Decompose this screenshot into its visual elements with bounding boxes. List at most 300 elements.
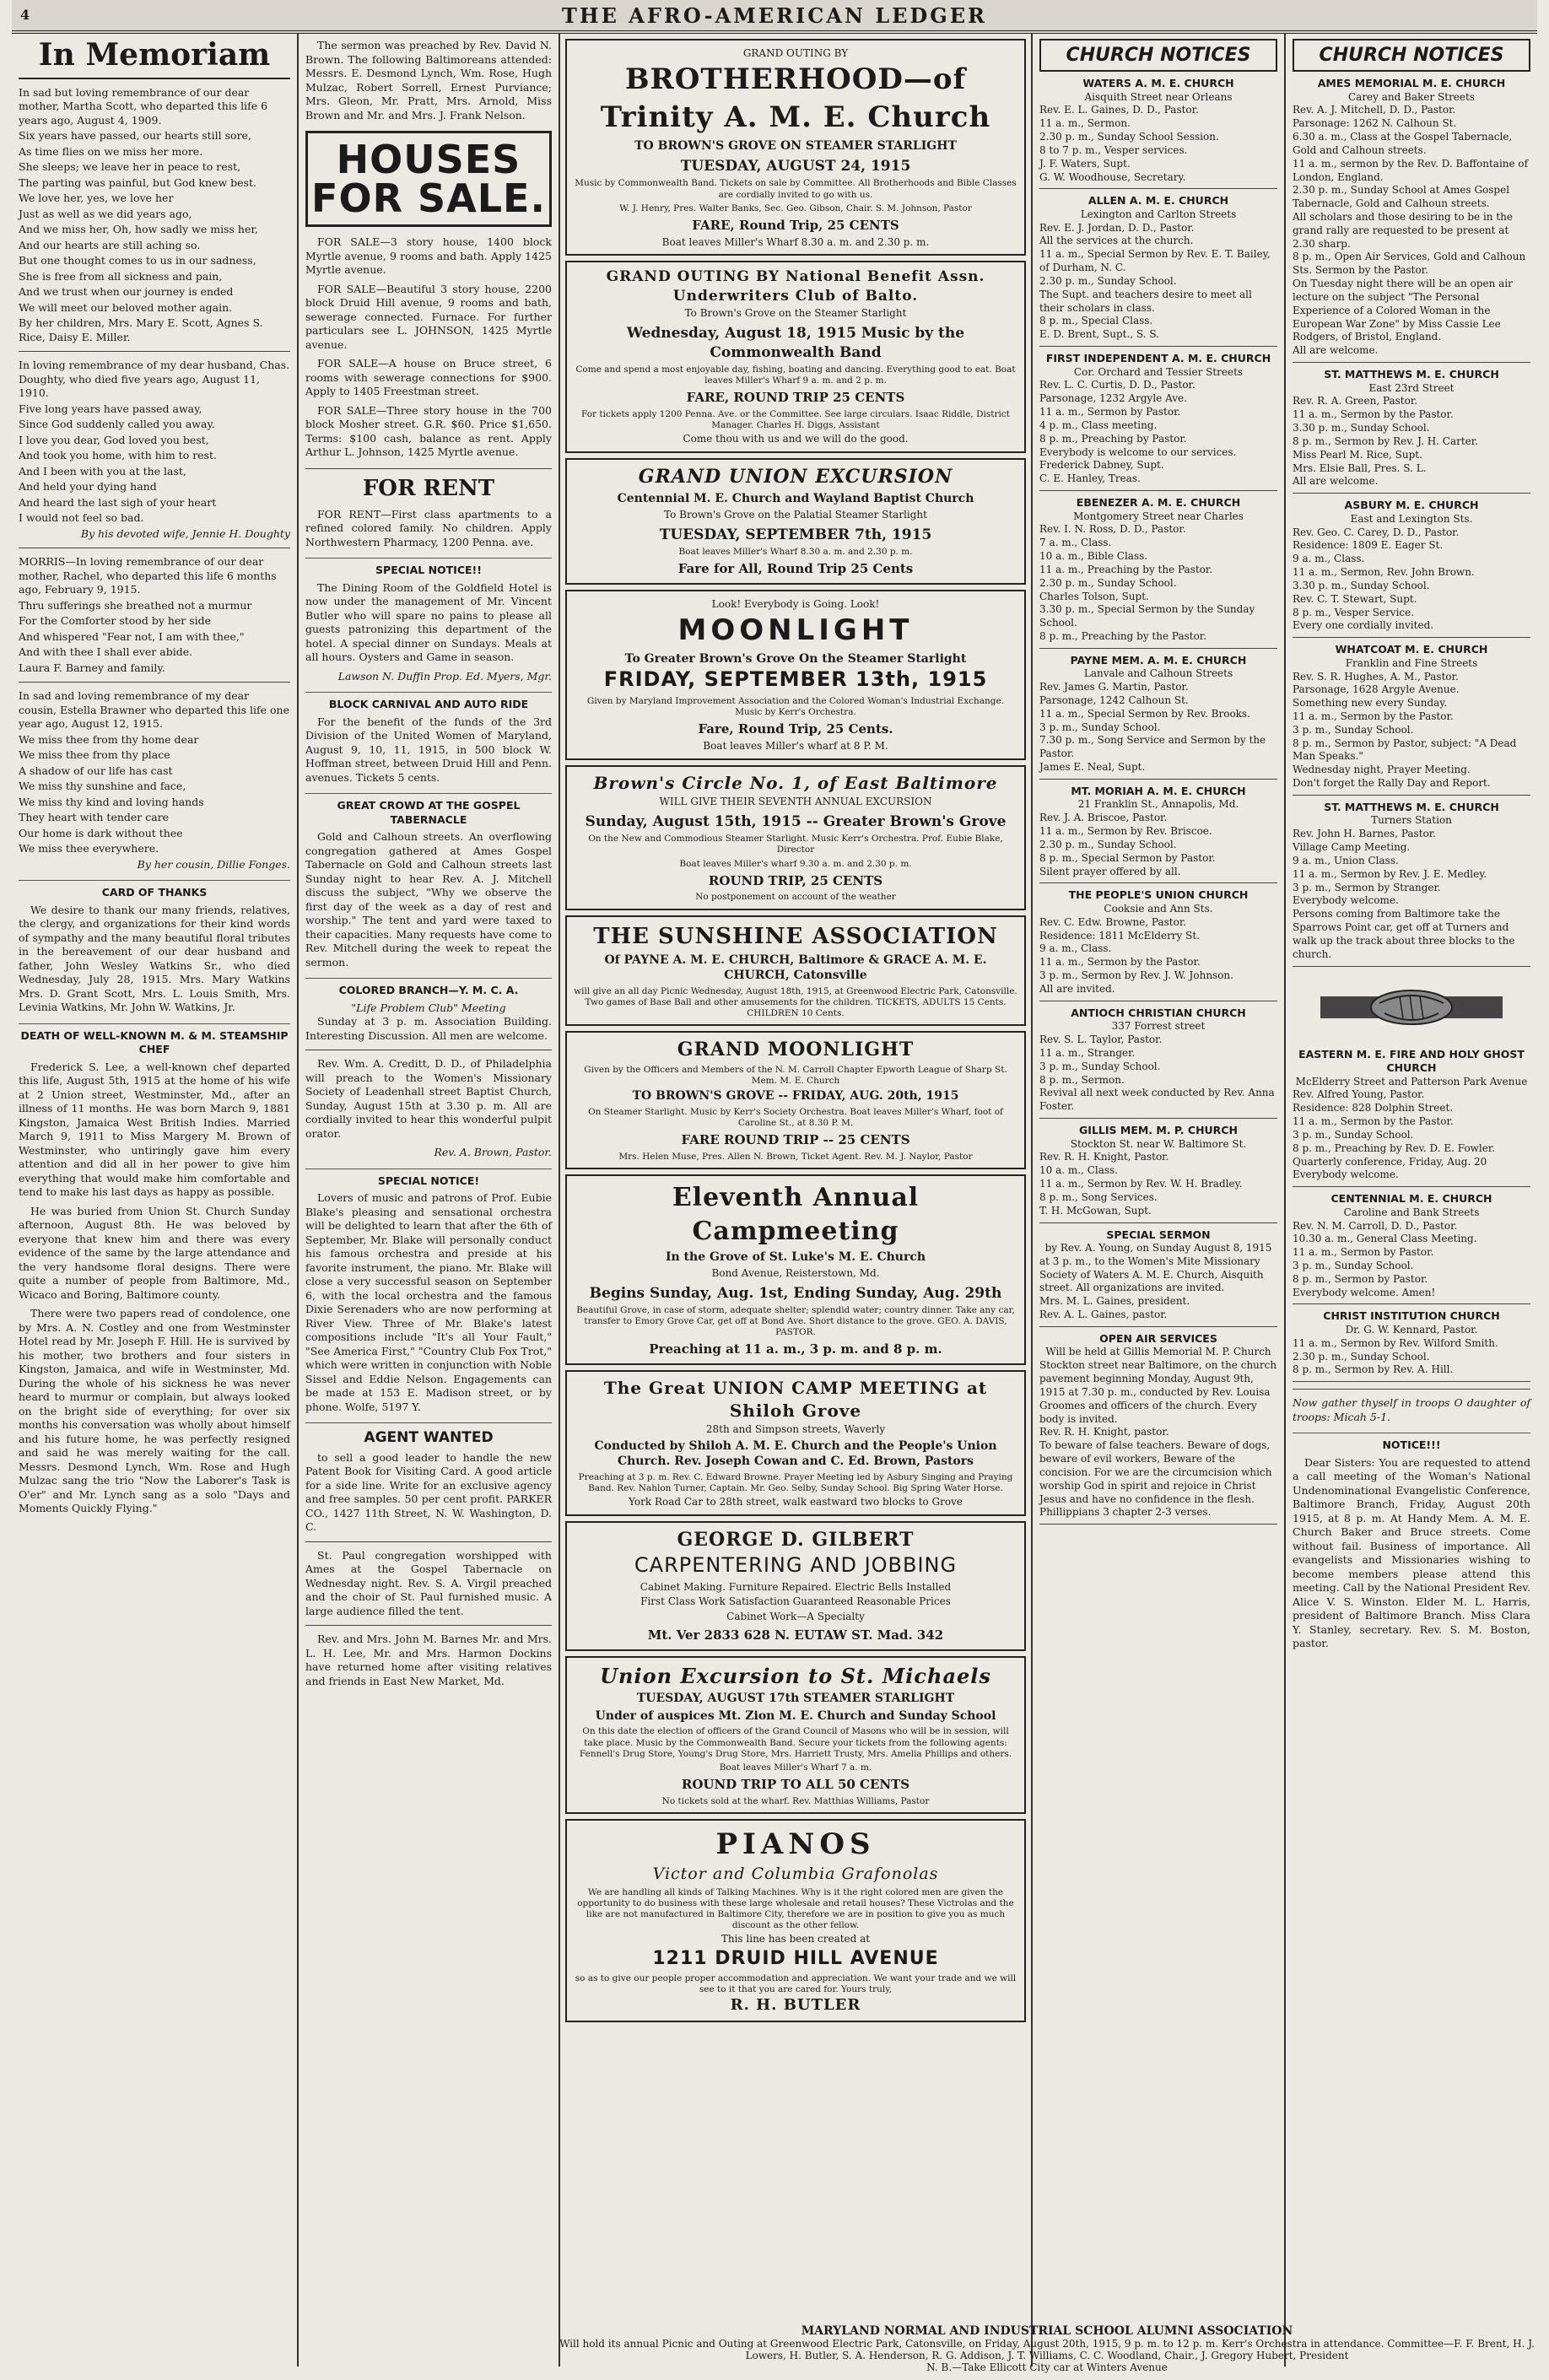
ad-title: GEORGE D. GILBERT — [677, 1528, 915, 1551]
church-service-line: Mrs. Elsie Ball, Pres. S. L. — [1293, 461, 1427, 474]
church-listing — [1039, 1228, 1277, 1327]
church-name: ST. MATTHEWS M. E. CHURCH — [1324, 368, 1499, 381]
ad-fare: ROUND TRIP TO ALL 50 CENTS — [681, 1776, 910, 1792]
verse-line: MORRIS—In loving remembrance of our dear mother, Rachel, who departed this life 6 months ago, February 9, 1915. — [19, 555, 277, 596]
church-service-line: 11 a. m., Sermon by the Pastor. — [1039, 956, 1201, 969]
ad-closing: so as to give our people proper accommodation and appreciation. We want your trade and we will see to it that you are cared for. Yours truly, — [575, 1973, 1017, 1995]
church-service-line: 11 a. m., Sermon by the Pastor. — [1293, 710, 1454, 722]
church-service-line: 10 a. m., Class. — [1039, 1164, 1118, 1177]
church-service-line: Rev. R. H. Knight, Pastor. — [1039, 1151, 1169, 1163]
church-service-line: G. W. Woodhouse, Secretary. — [1039, 170, 1186, 183]
ad-signature: R. H. BUTLER — [730, 1996, 861, 2015]
ad-top-line: GRAND OUTING BY — [742, 47, 849, 59]
verse-line: And took you home, with him to rest. — [19, 449, 217, 462]
church-name: CENTENNIAL M. E. CHURCH — [1330, 1192, 1492, 1206]
ad-specialty: Cabinet Work—A Specialty — [726, 1611, 865, 1623]
ad-details: On this date the election of officers of the Grand Council of Masons who will be in session, will take place. Music by the Commonwealth Band. Secure your tickets from the following agents: Fennell's Drug Store, Young's Drug Store, Mrs. Harriett Trusty, Mrs. Amelia Phillips and others. — [579, 1726, 1012, 1759]
church-service-line: 8 to 7 p. m., Vesper services. — [1039, 143, 1188, 156]
church-listing — [1039, 352, 1277, 491]
ad-subtitle: Victor and Columbia Grafonolas — [652, 1864, 939, 1883]
memorial-scott — [19, 86, 290, 345]
ad-title: BROTHERHOOD—of Trinity A. M. E. Church — [600, 62, 991, 134]
church-service-line: Rev. R. H. Knight, pastor. — [1039, 1426, 1169, 1438]
ad-subtitle: To Greater Brown's Grove On the Steamer Starlight — [624, 651, 967, 666]
verse-line: But one thought comes to us in our sadness, — [19, 254, 256, 267]
ad-subtitle: WILL GIVE THEIR SEVENTH ANNUAL EXCURSION — [659, 795, 932, 807]
signature: Lawson N. Duffin Prop. Ed. Myers, Mgr. — [337, 669, 552, 683]
church-service-line: 11 a. m., Stranger. — [1039, 1046, 1136, 1059]
verse-line: I would not feel so bad. — [19, 511, 144, 525]
for-sale-listing: FOR SALE—A house on Bruce street, 6 rooms with sewerage connections for $900. Apply to 1405 Freestman street. — [305, 357, 552, 397]
ad-title: MOONLIGHT — [677, 613, 914, 647]
church-service-line: Rev. John H. Barnes, Pastor. — [1293, 828, 1436, 840]
verse-line: Just as well as we did years ago, — [19, 207, 192, 220]
church-service-line: 3 p. m., Sermon by Rev. J. W. Johnson. — [1039, 969, 1233, 982]
church-name: WATERS A. M. E. CHURCH — [1082, 77, 1234, 90]
church-service-line: Residence: 1811 McElderry St. — [1039, 929, 1200, 942]
church-service-line: C. E. Hanley, Treas. — [1039, 472, 1141, 485]
ad-subtitle: CARPENTERING AND JOBBING — [634, 1552, 958, 1577]
church-service-line: 4 p. m., Class meeting. — [1039, 418, 1158, 431]
church-service-line: Rev. S. R. Hughes, A. M., Pastor. — [1293, 670, 1459, 683]
signature: By his devoted wife, Jennie H. Doughty — [80, 526, 290, 540]
ad-boat: Boat leaves Miller's Wharf 8.30 a. m. and 2.30 p. m. — [678, 546, 913, 557]
verse-line: We miss thee everywhere. — [19, 842, 159, 855]
ad-officers: No tickets sold at the wharf. Rev. Matthias Williams, Pastor — [661, 1795, 930, 1806]
ad-fare: FARE, ROUND TRIP 25 CENTS — [686, 390, 905, 406]
church-name: PAYNE MEM. A. M. E. CHURCH — [1070, 653, 1247, 667]
church-service-line: 7.30 p. m., Song Service and Sermon by the Pastor. — [1039, 734, 1266, 760]
church-service-line: 8 p. m., Sermon by Pastor. — [1293, 1272, 1428, 1285]
church-listing — [1039, 1124, 1277, 1222]
church-listing — [1293, 1192, 1530, 1304]
church-service-line: Parsonage, 1628 Argyle Avenue. — [1293, 683, 1460, 696]
ad-details: We are handling all kinds of Talking Machines. Why is it the right colored men are given the opportunity to do business with these large wholesale and retail houses? These Victrolas and the like are not manufactured in Baltimore City, therefore we are in position to give you as much discount as the other fellow. — [577, 1886, 1014, 1931]
church-list — [1293, 1048, 1530, 1383]
ad-details: Come and spend a most enjoyable day, fishing, boating and dancing. Everything good to eat. Boat leaves Miller's Wharf 9 a. m. and 2 p. m. — [575, 364, 1016, 386]
church-service-line: Village Camp Meeting. — [1293, 841, 1411, 854]
church-service-line: James E. Neal, Supt. — [1039, 761, 1146, 774]
ad-pianos — [565, 1819, 1026, 2022]
church-listing — [1039, 654, 1277, 780]
death-notice-paragraph: Frederick S. Lee, a well-known chef departed this life, August 5th, 1915 at the home of his wife at 2 Union street, Westminster, Md., after an illness of 11 months. He was born March 9, 1881 Kingston, Jamaica West British Indies. Married March 9, 1911 to Miss Margery M. Brown of Westminster, who untiringly gave him every attention and did all in her power to give him everything that would make him comfortable and tend to make his last days as happy as possible. — [19, 1060, 290, 1199]
verse-line: And our hearts are still aching so. — [19, 238, 201, 251]
church-address: East and Lexington Sts. — [1350, 512, 1473, 525]
ad-brotherhood-outing — [565, 39, 1026, 256]
church-service-line: Rev. N. M. Carroll, D. D., Pastor. — [1293, 1219, 1458, 1232]
memorial-morris — [19, 555, 290, 675]
church-name: EBENEZER A. M. E. CHURCH — [1076, 496, 1241, 510]
church-listing — [1039, 194, 1277, 347]
church-name: WHATCOAT M. E. CHURCH — [1335, 643, 1488, 656]
death-notice-heading: DEATH OF WELL-KNOWN M. & M. STEAMSHIP CHEF — [19, 1023, 290, 1057]
for-rent-heading: FOR RENT — [305, 468, 552, 503]
verse-line: A shadow of our life has cast — [19, 764, 173, 777]
church-service-line: 8 p. m., Sermon by Rev. A. Hill. — [1293, 1363, 1454, 1376]
church-service-line: 3 p. m., Sermon by Stranger. — [1293, 881, 1441, 893]
ad-date: TO BROWN'S GROVE -- FRIDAY, AUG. 20th, 1915 — [632, 1089, 959, 1104]
ad-title: THE SUNSHINE ASSOCIATION — [593, 923, 998, 949]
church-service-line: To beware of false teachers. Beware of dogs, beware of evil workers, Beware of the concision. For we are the circumcision which worship God in spirit and rejoice in Christ Jesus and have no confidence in the flesh. Phillippians 3 chapter 2-3 verses. — [1039, 1439, 1272, 1519]
church-service-line: 11 a. m., Sermon, Rev. John Brown. — [1293, 566, 1475, 579]
church-service-line: Rev. C. Edw. Browne, Pastor. — [1039, 915, 1187, 928]
church-service-line: 11 a. m., Sermon by Rev. W. H. Bradley. — [1039, 1178, 1243, 1190]
church-service-line: E. D. Brent, Supt., S. S. — [1039, 328, 1159, 341]
church-service-line: 10.30 a. m., General Class Meeting. — [1293, 1233, 1477, 1245]
church-address: Dr. G. W. Kennard, Pastor. — [1345, 1323, 1478, 1336]
ad-subtitle: Given by the Officers and Members of the N. M. Carroll Chapter Epworth League of Sharp St. Mem. M. E. Church — [584, 1065, 1007, 1087]
divider — [1293, 1389, 1530, 1390]
carnival-heading: BLOCK CARNIVAL AND AUTO RIDE — [305, 692, 552, 712]
divider — [305, 1541, 552, 1542]
death-notice-paragraph: There were two papers read of condolence, one by Mrs. A. N. Costley and one from Westminster Hotel read by Mr. Joseph F. Hill. He is survived by his mother, two brothers and four sisters in Kingston, Jamaica, and wife in Westminster, Md. During the whole of his sickness he was never heard to murmur or complain, but always looked on the bright side of everything; for over six months his conversation was wholly about himself and his future home, he was perfectly resigned and said he was merely waiting for the call. Messrs. Desmond Lynch, Wm. Rose and Hugh Mulzac sang the trio "Now the Laborer's Task is O'er" and Mr. Lynch sang as a solo "Days and Moments Quickly Flying." — [19, 1307, 290, 1515]
ad-details: will give an all day Picnic Wednesday, August 18th, 1915, at Greenwood Electric Park, Catonsville. Two games of Base Ball and other amusements for the children. TICKETS, ADULTS 15 Cents. CHILDREN 10 Cents. — [574, 985, 1017, 1019]
church-service-line: 3 p. m., Sunday School. — [1293, 1260, 1414, 1271]
church-listing — [1039, 496, 1277, 649]
verse-line: By her children, Mrs. Mary E. Scott, Agnes S. Rice, Daisy E. Miller. — [19, 316, 263, 343]
church-notices-heading: CHURCH NOTICES — [1039, 39, 1277, 72]
church-service-line: Rev. A. L. Gaines, pastor. — [1039, 1309, 1168, 1321]
church-service-line: 9 a. m., Union Class. — [1293, 854, 1399, 866]
church-name: FIRST INDEPENDENT A. M. E. CHURCH — [1045, 352, 1271, 365]
church-service-line: 11 a. m., Sermon by Pastor. — [1039, 406, 1181, 418]
ad-moonlight-september — [565, 590, 1026, 760]
church-address: by Rev. A. Young, on Sunday August 8, 1915 — [1044, 1242, 1272, 1254]
blake-notice-text: Lovers of music and patrons of Prof. Eubie Blake's pleasing and sensational orchestra will be delighted to learn that after the 6th of September, Mr. Blake will personally conduct his famous orchestra and preside at his favorite instrument, the piano. Mr. Blake will close a very successful season on September 6, with the local orchestra and the famous Dixie Serenaders who are now performing at River View. Three of Mr. Blake's latest compositions include "It's all Your Fault," "See America First," "Country Club Fox Trot," which were written in conjunction with Noble Sissel and Eddie Nelson. Engagements can be made at 153 E. Madison street, or by phone. Wolfe, 5197 Y. — [305, 1191, 552, 1413]
st-paul-notice: St. Paul congregation worshipped with Ames at the Gospel Tabernacle on Wednesday night. Rev. S. A. Virgil preached and the choir of St. Paul furnished music. A large audience filled the tent. — [305, 1548, 552, 1617]
ad-subtitle: TO BROWN'S GROVE ON STEAMER STARLIGHT — [634, 138, 957, 153]
church-service-line: Parsonage: 1262 N. Calhoun St. — [1293, 117, 1457, 130]
ad-date: Sunday, August 15th, 1915 -- Greater Brown's Grove — [585, 812, 1007, 830]
verse-line: She is free from all sickness and pain, — [19, 269, 223, 283]
for-sale-listing: FOR SALE—Three story house in the 700 block Mosher street. G.R. $60. Price $1,650. Terms: $100 cash, balance as rent. Apply Arthur L. Johnson, 1425 Myrtle avenue. — [305, 403, 552, 458]
church-service-line: 8 p. m., Special Class. — [1039, 315, 1153, 327]
verse-line: For the Comforter stood by her side — [19, 614, 212, 628]
church-service-line: 11 a. m., Sermon by the Pastor. — [1293, 408, 1454, 421]
church-address: Lanvale and Calhoun Streets — [1083, 667, 1233, 680]
verse-line: And heard the last sigh of your heart — [19, 495, 217, 509]
church-service-line: 11 a. m., Special Sermon by Rev. E. T. Bailey, of Durham, N. C. — [1039, 248, 1271, 274]
ad-subtitle: TUESDAY, AUGUST 17th STEAMER STARLIGHT — [636, 1692, 955, 1706]
ad-subtitle: Of PAYNE A. M. E. CHURCH, Baltimore & GRACE A. M. E. CHURCH, Catonsville — [604, 953, 987, 983]
church-list — [1039, 77, 1277, 1525]
masthead — [12, 0, 1537, 34]
church-service-line: All are welcome. — [1293, 344, 1379, 357]
ad-title: Brown's Circle No. 1, of East Baltimore — [593, 772, 998, 793]
church-service-line: The Supt. and teachers desire to meet all their scholars in class. — [1039, 288, 1252, 314]
church-listing — [1039, 1332, 1277, 1525]
church-listing — [1293, 643, 1530, 796]
memorial-brawner — [19, 689, 290, 856]
micah-verse: Now gather thyself in troops O daughter of troops: Micah 5-1. — [1293, 1396, 1530, 1423]
special-notice-heading: SPECIAL NOTICE!! — [305, 558, 552, 578]
church-address: Cor. Orchard and Tessier Streets — [1073, 365, 1244, 378]
verse-line: The parting was painful, but God knew best. — [19, 175, 256, 189]
church-service-line: 11 a. m., Sermon by Rev. Wilford Smith. — [1293, 1336, 1498, 1349]
church-service-line: 2.30 p. m., Sunday School Session. — [1039, 131, 1219, 143]
church-service-line: Residence: 1809 E. Eager St. — [1293, 539, 1444, 552]
ad-subtitle: 28th and Simpson streets, Waverly — [705, 1422, 886, 1435]
for-sale-listing: FOR SALE—Beautiful 3 story house, 2200 block Druid Hill avenue, 9 rooms and bath, sewerage connected. Furnace. For further particulars see L. JOHNSON, 1425 Myrtle avenue. — [305, 282, 552, 351]
church-service-line: 8 p. m., Open Air Services, Gold and Calhoun Sts. Sermon by the Pastor. — [1293, 251, 1526, 277]
church-address: Turners Station — [1371, 814, 1452, 827]
ad-details: Given by Maryland Improvement Association and the Colored Woman's Industrial Exchange. Music by Kerr's Orchestra. — [586, 695, 1005, 717]
church-address: 21 Franklin St., Annapolis, Md. — [1077, 798, 1239, 811]
ad-directions: York Road Car to 28th street, walk eastward two blocks to Grove — [629, 1495, 963, 1508]
church-service-line: All are invited. — [1039, 982, 1115, 995]
church-listing — [1293, 499, 1530, 638]
verse-line: She sleeps; we leave her in peace to rest, — [19, 160, 241, 174]
ad-details: On the New and Commodious Steamer Starlight. Music Kerr's Orchestra. Prof. Eubie Blake, Director — [588, 834, 1003, 855]
ad-title: PIANOS — [715, 1827, 876, 1861]
church-service-line: All are welcome. — [1293, 475, 1379, 488]
church-service-line: 3.30 p. m., Special Sermon by the Sunday School. — [1039, 603, 1255, 629]
ad-title: Union Excursion to St. Michaels — [600, 1663, 991, 1688]
church-service-line: Stockton street near Baltimore, on the church pavement beginning Monday, August 9th, 1915 at 7.30 p. m., conducted by Rev. Louisa Groomes and officers of the church. Every body is invited. — [1039, 1359, 1277, 1425]
agent-wanted-heading: AGENT WANTED — [305, 1422, 552, 1447]
signature: Rev. A. Brown, Pastor. — [434, 1146, 552, 1159]
ymca-subheading: "Life Problem Club" Meeting — [351, 1001, 506, 1014]
church-address: 337 Forrest street — [1111, 1020, 1206, 1033]
church-address: Stockton St. near W. Baltimore St. — [1070, 1137, 1247, 1150]
church-service-line: Everybody is welcome to our services. — [1039, 445, 1237, 458]
divider — [19, 682, 290, 683]
ad-grand-moonlight-august — [565, 1031, 1026, 1169]
column-3-advertisements — [560, 34, 1033, 2367]
church-service-line: 2.30 p. m., Sunday School. — [1039, 576, 1177, 589]
houses-for-sale-heading: HOUSES FOR SALE. — [305, 131, 552, 227]
ad-details: Music by Commonwealth Band. Tickets on sale by Committee. All Brotherhoods and Bible Classes are cordially invited to go with us. — [575, 178, 1017, 200]
church-service-line: Everybody welcome. — [1293, 1168, 1399, 1181]
ad-title: The Great UNION CAMP MEETING at Shiloh Grove — [603, 1378, 988, 1421]
verse-line: I love you dear, God loved you best, — [19, 433, 209, 446]
ad-services: Cabinet Making. Furniture Repaired. Electric Bells Installed — [640, 1580, 952, 1593]
church-service-line: Silent prayer offered by all. — [1039, 865, 1181, 877]
church-name: ALLEN A. M. E. CHURCH — [1088, 194, 1229, 208]
church-service-line: 9 a. m., Class. — [1039, 942, 1112, 955]
ad-sunshine-association — [565, 915, 1026, 1027]
gospel-crowd-heading: GREAT CROWD AT THE GOSPEL TABERNACLE — [305, 793, 552, 827]
church-name: EASTERN M. E. FIRE AND HOLY GHOST CHURCH — [1298, 1047, 1525, 1075]
church-service-line: Rev. C. T. Stewart, Supt. — [1293, 592, 1417, 605]
verse-line: Six years have passed, our hearts still sore, — [19, 129, 251, 143]
church-address: East 23rd Street — [1368, 381, 1455, 394]
church-listing — [1039, 888, 1277, 1001]
ad-guarantee: First Class Work Satisfaction Guaranteed Reasonable Prices — [640, 1595, 951, 1608]
church-service-line: Rev. Alfred Young, Pastor. — [1293, 1088, 1425, 1101]
church-name: OPEN AIR SERVICES — [1099, 1331, 1217, 1345]
ad-date: TUESDAY, SEPTEMBER 7th, 1915 — [659, 526, 932, 543]
church-service-line: 3 p. m., Sunday School. — [1039, 1060, 1161, 1072]
church-service-line: Rev. R. A. Green, Pastor. — [1293, 395, 1418, 407]
church-service-line: Rev. Geo. C. Carey, D. D., Pastor. — [1293, 526, 1460, 538]
ad-fare: FARE, Round Trip, 25 CENTS — [692, 217, 899, 233]
ad-subtitle: In the Grove of St. Luke's M. E. Church — [665, 1250, 926, 1265]
verse-line: They heart with tender care — [19, 811, 170, 824]
ad-title: GRAND UNION EXCURSION — [638, 466, 953, 488]
church-service-line: Rev. James G. Martin, Pastor. — [1039, 681, 1189, 693]
church-service-line: 3.30 p. m., Sunday School. — [1293, 422, 1430, 434]
column-1 — [12, 34, 299, 2367]
church-service-line: 2.30 p. m., Sunday School at Ames Gospel Tabernacle, Gold and Calhoun streets. — [1293, 184, 1510, 210]
verse-line: And we trust when our journey is ended — [19, 285, 234, 299]
ad-gilbert-carpentering — [565, 1521, 1026, 1651]
verse-line: And I been with you at the last, — [19, 464, 186, 478]
church-service-line: Something new every Sunday. — [1293, 697, 1448, 710]
church-listing — [1293, 77, 1530, 363]
ad-fare: Fare for All, Round Trip 25 Cents — [677, 561, 914, 577]
church-address: Montgomery Street near Charles — [1073, 510, 1244, 522]
church-name: THE PEOPLE'S UNION CHURCH — [1068, 888, 1249, 902]
church-service-line: Miss Pearl M. Rice, Supt. — [1293, 448, 1422, 461]
ad-officers: For tickets apply 1200 Penna. Ave. or the Committee. See large circulars. Isaac Riddle, District Manager. Charles H. Diggs, Assistant — [581, 409, 1010, 431]
church-listing — [1293, 1309, 1530, 1382]
church-service-line: 8 p. m., Preaching by the Pastor. — [1039, 630, 1207, 643]
church-service-line: 11 a. m., Sermon. — [1039, 117, 1131, 130]
ad-boat: Boat leaves Miller's wharf at 8 P. M. — [703, 739, 888, 752]
church-service-line: Wednesday night, Prayer Meeting. — [1293, 764, 1471, 776]
church-service-line: Persons coming from Baltimore take the Sparrows Point car, get off at Turners and walk up the track about three blocks to the church. — [1293, 908, 1515, 960]
church-service-line: Frederick Dabney, Supt. — [1039, 459, 1164, 472]
church-notices-heading: CHURCH NOTICES — [1293, 39, 1530, 72]
ad-address: Bond Avenue, Reisterstown, Md. — [711, 1266, 880, 1279]
church-service-line: Rev. E. L. Gaines, D. D., Pastor. — [1039, 104, 1199, 116]
church-service-line: 2.30 p. m., Sunday School. — [1293, 1350, 1430, 1363]
column-2 — [299, 34, 560, 2367]
church-address: Franklin and Fine Streets — [1345, 656, 1478, 669]
church-name: ST. MATTHEWS M. E. CHURCH — [1324, 800, 1499, 813]
verse-line: We miss thy sunshine and face, — [19, 780, 186, 793]
page-number: 4 — [20, 7, 30, 23]
alumni-heading: MARYLAND NORMAL AND INDUSTRIAL SCHOOL ALUMNI ASSOCIATION — [801, 2324, 1293, 2338]
ad-title: GRAND OUTING BY National Benefit Assn. Underwriters Club of Balto. — [606, 268, 985, 305]
church-service-line: Every one cordially invited. — [1293, 619, 1434, 632]
church-service-line: 11 a. m., Sermon by Rev. Briscoe. — [1039, 825, 1212, 838]
church-service-line: 8 p. m., Vesper Service. — [1293, 606, 1415, 618]
ad-boat: Boat leaves Miller's Wharf 8.30 a. m. and 2.30 p. m. — [661, 235, 930, 248]
handshake-icon — [1319, 978, 1504, 1037]
handshake-illustration — [1293, 974, 1530, 1041]
columns — [12, 34, 1537, 2367]
ad-fare: FARE ROUND TRIP -- 25 CENTS — [681, 1132, 910, 1148]
verse-line: Five long years have passed away, — [19, 402, 202, 415]
church-name: ASBURY M. E. CHURCH — [1344, 499, 1479, 512]
verse-line: And with thee I shall ever abide. — [19, 645, 193, 659]
verse-line: Since God suddenly called you away. — [19, 418, 215, 431]
church-service-line: 10 a. m., Bible Class. — [1039, 550, 1148, 563]
ad-details: On Steamer Starlight. Music by Kerr's Society Orchestra. Boat leaves Miller's Wharf, foot of Caroline St., at 8.30 P. M. — [588, 1106, 1003, 1129]
alumni-note: N. B.—Take Ellicott City car at Winters Avenue — [926, 2361, 1168, 2373]
church-service-line: 3.30 p. m., Sunday School. — [1293, 579, 1430, 591]
ad-date: Wednesday, August 18, 1915 Music by the Commonwealth Band — [626, 325, 965, 361]
column-5-church-notices — [1286, 34, 1537, 2367]
creditt-notice: Rev. Wm. A. Creditt, D. D., of Philadelphia will preach to the Women's Missionary Society of Leadenhall street Baptist Church, Sunday, August 15th at 3.30 p. m. All are cordially invited to hear this wonderful pulpit orator. — [305, 1057, 552, 1140]
ymca-heading: COLORED BRANCH—Y. M. C. A. — [305, 978, 552, 998]
church-service-line: 11 a. m., Preaching by the Pastor. — [1039, 563, 1213, 575]
verse-line: In sad and loving remembrance of my dear cousin, Estella Brawner who departed this life one year ago, August 12, 1915. — [19, 689, 289, 731]
church-name: ANTIOCH CHRISTIAN CHURCH — [1071, 1006, 1246, 1019]
ad-grand-union-excursion — [565, 458, 1026, 585]
church-address: Cooksie and Ann Sts. — [1104, 902, 1213, 915]
verse-line: In loving remembrance of my dear husband, Chas. Doughty, who died five years ago, August 11, 1910. — [19, 359, 290, 400]
ad-st-michaels-excursion — [565, 1656, 1026, 1814]
death-notice-paragraph: He was buried from Union St. Church Sunday afternoon, August 8th. He was beloved by everyone that knew him and there was every evidence of the same by the large attendance and the very handsome floral designs. There were quite a number of people from Baltimore, Md., Wicaco and Boring, Baltimore county. — [19, 1204, 290, 1301]
barnes-notice: Rev. and Mrs. John M. Barnes Mr. and Mrs. L. H. Lee, Mr. and Mrs. Harmon Dockins have returned home after visiting relatives and friends in East New Market, Md. — [305, 1633, 552, 1687]
church-service-line: All the services at the church. — [1039, 235, 1194, 247]
verse-line: And we miss her, Oh, how sadly we miss her, — [19, 223, 258, 236]
church-service-line: 8 p. m., Sermon by Pastor, subject: "A Dead Man Speaks." — [1293, 737, 1517, 763]
church-service-line: Rev. S. L. Taylor, Pastor. — [1039, 1033, 1163, 1046]
church-service-line: Quarterly conference, Friday, Aug. 20 — [1293, 1155, 1487, 1168]
church-service-line: Revival all next week conducted by Rev. Anna Foster. — [1039, 1087, 1275, 1113]
ad-details: Conducted by Shiloh A. M. E. Church and the People's Union Church. Rev. Joseph Cowan and C. Ed. Brown, Pastors — [594, 1438, 997, 1469]
church-service-line: Rev. E. J. Jordan, D. D., Pastor. — [1039, 221, 1195, 234]
ad-date: Under of auspices Mt. Zion M. E. Church and Sunday School — [595, 1708, 996, 1723]
ad-fare: Fare, Round Trip, 25 Cents. — [698, 720, 893, 737]
church-service-line: Rev. A. J. Mitchell, D. D., Pastor. — [1293, 104, 1456, 116]
ad-top-line: Look! Everybody is Going. Look! — [711, 597, 880, 610]
church-service-line: 11 a. m., Sermon by Rev. J. E. Medley. — [1293, 867, 1487, 880]
alumni-text: Will hold its annual Picnic and Outing at Greenwood Electric Park, Catonsville, on Friday, August 20th, 1915, 9 p. m. to 12 p. m. Kerr's Orchestra in attendance. Committee—F. F. Brent, H. J. Lowers, H. Butler, S. A. Henderson, R. G. Addison, J. T. Williams, C. C. Woodland, Chair., J. Gregory Hubert, President — [559, 2338, 1535, 2361]
church-service-line: T. H. McGowan, Supt. — [1039, 1204, 1152, 1217]
church-service-line: Rev. J. A. Briscoe, Pastor. — [1039, 812, 1168, 824]
ad-browns-circle — [565, 765, 1026, 910]
church-service-line: Parsonage, 1232 Argyle Ave. — [1039, 392, 1187, 405]
church-service-line: 3 p. m., Sunday School. — [1293, 723, 1414, 736]
ad-campmeeting — [565, 1174, 1026, 1365]
ad-details: To Brown's Grove on the Palatial Steamer Starlight — [664, 508, 927, 521]
verse-line: And whispered "Fear not, I am with thee," — [19, 629, 245, 643]
church-service-line: 11 a. m., Sermon by the Pastor. — [1293, 1115, 1454, 1128]
memoriam-heading: In Memoriam — [19, 39, 290, 79]
church-name: MT. MORIAH A. M. E. CHURCH — [1071, 784, 1246, 797]
church-name: SPECIAL SERMON — [1106, 1228, 1211, 1241]
alumni-notice — [557, 2324, 1537, 2373]
special-notice-text: The Dining Room of the Goldfield Hotel is now under the management of Mr. Vincent Butler who will spare no pains to please all guests patronizing this department of the hotel. A special dinner on Sundays. Meals at all hours. Oysters and Game in season. — [305, 580, 552, 664]
notice-heading: NOTICE!!! — [1293, 1433, 1530, 1453]
card-of-thanks-heading: CARD OF THANKS — [19, 880, 290, 900]
ad-underwriters-outing — [565, 261, 1026, 453]
church-service-line: 3 p. m., Sunday School. — [1039, 720, 1161, 733]
church-service-line: Residence: 828 Dolphin Street. — [1293, 1102, 1454, 1114]
church-service-line: 2.30 p. m., Sunday School. — [1039, 274, 1177, 287]
church-service-line: 8 p. m., Preaching by Rev. D. E. Fowler. — [1293, 1141, 1496, 1154]
church-service-line: Rev. I. N. Ross, D. D., Pastor. — [1039, 523, 1186, 536]
ad-closing: Come thou with us and we will do the good. — [683, 433, 909, 445]
church-address: Aisquith Street near Orleans — [1084, 90, 1233, 103]
church-service-line: 8 p. m., Sermon by Rev. J. H. Carter. — [1293, 434, 1479, 447]
church-service-line: Don't forget the Rally Day and Report. — [1293, 777, 1491, 790]
church-address: Lexington and Carlton Streets — [1080, 208, 1237, 220]
verse-line: We love her, yes, we love her — [19, 192, 174, 205]
church-service-line: J. F. Waters, Supt. — [1039, 157, 1131, 170]
verse-line: Our home is dark without thee — [19, 826, 183, 839]
church-listing — [1039, 77, 1277, 189]
church-service-line: On Tuesday night there will be an open air lecture on the subject "The Personal Experience of a Colored Woman in the European War Zone" by Miss Cassie Lee Rodgers, of Bristol, England. — [1293, 278, 1513, 343]
church-service-line: 8 p. m., Song Services. — [1039, 1190, 1158, 1203]
ad-boat: Boat leaves Miller's wharf 9.30 a. m. and 2.30 p. m. — [679, 858, 912, 869]
ad-address: 1211 DRUID HILL AVENUE — [652, 1948, 939, 1970]
church-service-line: Everybody welcome. — [1293, 894, 1399, 907]
church-service-line: 2.30 p. m., Sunday School. — [1039, 838, 1177, 850]
church-service-line: 11 a. m., Special Sermon by Rev. Brooks. — [1039, 707, 1250, 720]
ad-subtitle: Centennial M. E. Church and Wayland Baptist Church — [617, 492, 974, 506]
church-name: AMES MEMORIAL M. E. CHURCH — [1317, 77, 1506, 90]
church-address: Carey and Baker Streets — [1347, 90, 1475, 103]
verse-line: As time flies on we miss her more. — [19, 144, 203, 158]
church-service-line: Parsonage, 1242 Calhoun St. — [1039, 694, 1189, 706]
ad-officers: Mrs. Helen Muse, Pres. Allen N. Brown, Ticket Agent. Rev. M. J. Naylor, Pastor — [618, 1151, 973, 1162]
